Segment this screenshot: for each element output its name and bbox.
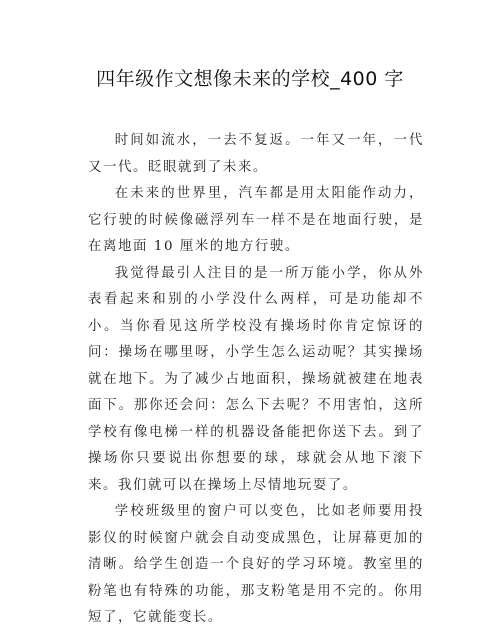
paragraph-2: 在未来的世界里，汽车都是用太阳能作动力，它行驶的时候像磁浮列车一样不是在地面行驶，是在离地面 10 厘米的地方行驶。 <box>88 186 424 254</box>
document-body <box>88 128 424 632</box>
paragraph-3: 我觉得最引人注目的是一所万能小学，你从外表看起来和别的小学没什么两样，可是功能却不小。当你看见这所学校没有操场时你肯定惊讶的问：操场在哪里呀，小学生怎么运动呢？其实操场就在地下。为了减少占地面积，操场就被建在地表面下。那你还会问：怎么下去呢？不用害怕，这所学校有像电梯一样的机器设备能把你送下去。到了操场你只要说出你想要的球，球就会从地下滚下来。我们就可以在操场上尽情地玩耍了。 <box>88 265 424 493</box>
paragraph-4: 学校班级里的窗户可以变色，比如老师要用投影仪的时候窗户就会自动变成黑色，让屏幕更加的清晰。给学生创造一个良好的学习环境。教室里的粉笔也有特殊的功能，那支粉笔是用不完的。你用短了，它就能变长。 <box>88 504 424 625</box>
paragraph-1: 时间如流水，一去不复返。一年又一年，一代又一代。眨眼就到了未来。 <box>88 133 424 175</box>
document-title: 四年级作文想像未来的学校_400 字 <box>96 68 404 90</box>
